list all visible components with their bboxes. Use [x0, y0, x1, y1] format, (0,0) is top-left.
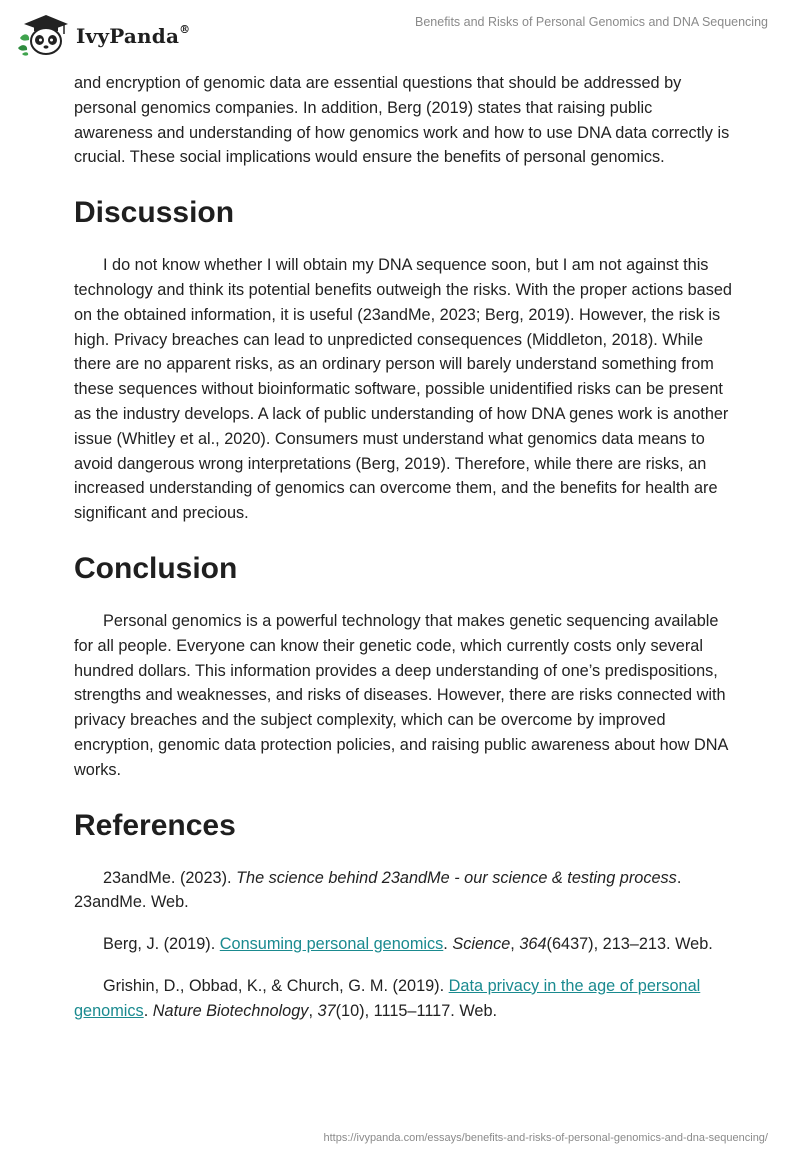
discussion-heading: Discussion: [74, 196, 235, 230]
discussion-paragraph: I do not know whether I will obtain my DNA sequence soon, but I am not against this technology and think its potential benefits outweigh the risks. With the proper actions based on the obtained information, it is useful (23andMe, 2023; Berg, 2019). However, the risk is high. Privacy breaches can lead to unpredicted consequences (Middleton, 2018). While there are no apparent risks, as an ordinary person will barely understand something from these sequences without bioinformatic software, possible unidentified risks can be present as the industry develops. A lack of public understanding of how DNA genes work is another issue (Whitley et al., 2020). Consumers must understand what genomics data means to avoid dangerous wrong interpretations (Berg, 2019). Therefore, while there are risks, an increased understanding of genomics can overcome them, and the benefits for health are significant and precious.: [74, 256, 732, 523]
footer-url[interactable]: https://ivypanda.com/essays/benefits-and-risks-of-personal-genomics-and-dna-sequencing/: [323, 1132, 768, 1144]
reference-volume: 364: [519, 935, 547, 954]
intro-paragraph: and encryption of genomic data are essential questions that should be addressed by personal genomics companies. In addition, Berg (2019) states that raising public awareness and understanding of how genomics work and how to use DNA data correctly is crucial. These social implications would ensure the benefits of personal genomics.: [74, 74, 730, 167]
reference-journal: Science: [452, 935, 511, 954]
reference-item: 23andMe. (2023). The science behind 23andMe - our science & testing process. 23andMe. Web.: [74, 868, 682, 912]
reference-link[interactable]: Consuming personal genomics: [219, 935, 444, 954]
reference-item: Berg, J. (2019). Consuming personal genomics. Science, 364(6437), 213–213. Web.: [103, 935, 713, 954]
reference-title: The science behind 23andMe - our science & testing process: [236, 868, 677, 887]
reference-item: Grishin, D., Obbad, K., & Church, G. M. (2019). Data privacy in the age of personal genomics. Nature Biotechnology, 37(10), 1115–1117. Web.: [74, 976, 701, 1020]
conclusion-paragraph: Personal genomics is a powerful technology that makes genetic sequencing available for all people. Everyone can know their genetic code, which currently costs only several hundred dollars. This information provides a deep understanding of one’s predispositions, strengths and weaknesses, and risks of diseases. However, there are risks connected with privacy breaches and the subject complexity, which can be overcome by improved encryption, genomic data protection policies, and raising public awareness about how DNA works.: [74, 611, 728, 779]
panda-mascot-icon: [16, 10, 72, 56]
essay-content: [74, 71, 734, 1024]
references-heading: References: [74, 808, 236, 842]
reference-journal: Nature Biotechnology: [152, 1001, 309, 1020]
conclusion-heading: Conclusion: [74, 551, 238, 585]
page-header: [0, 0, 800, 70]
reference-volume: 37: [317, 1001, 336, 1020]
brand-name: IvyPanda®: [76, 23, 191, 48]
ivypanda-logo[interactable]: [16, 10, 216, 56]
document-title: Benefits and Risks of Personal Genomics and DNA Sequencing: [415, 15, 768, 29]
reference-link[interactable]: Data privacy in the age of personal genomics: [74, 976, 701, 1020]
